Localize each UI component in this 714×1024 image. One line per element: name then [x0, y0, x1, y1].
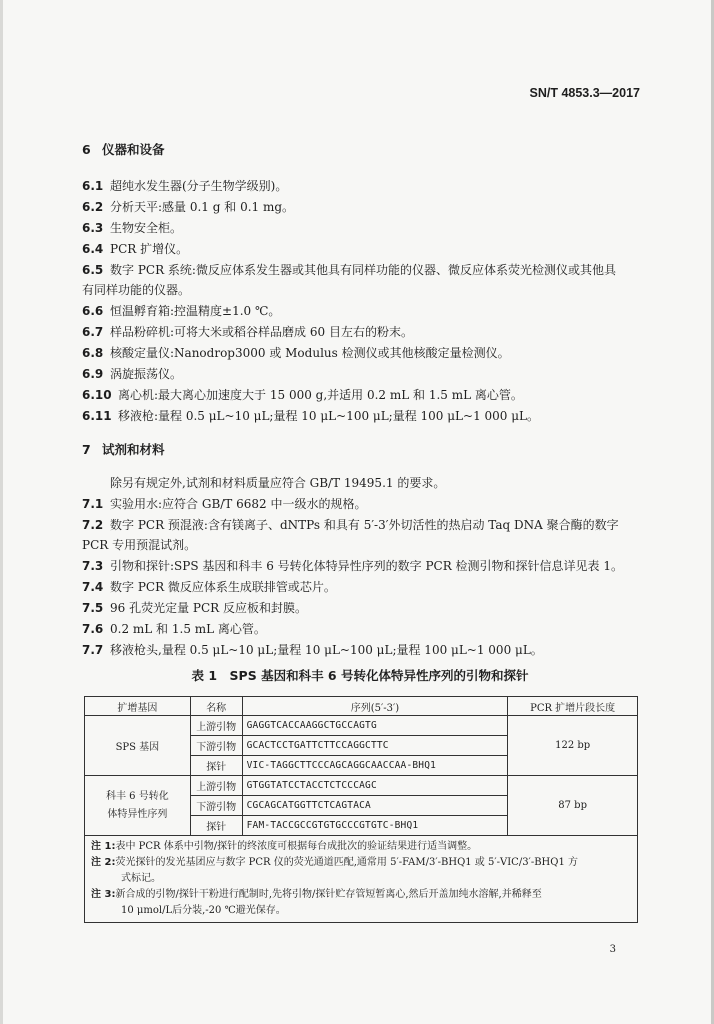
section-7-number: 7: [82, 442, 91, 457]
notes-cell: [85, 836, 638, 923]
primer-sequence: FAM-TACCGCCGTGTGCCCGTGTC-BHQ1: [242, 816, 508, 836]
item-6-10: 6.10 离心机:最大离心加速度大于 15 000 g,并适用 0.2 mL 和 1.5 mL 离心管。: [82, 388, 523, 402]
scan-left-edge: [0, 0, 3, 1024]
item-6-6: 6.6 恒温孵育箱:控温精度±1.0 ℃。: [82, 304, 281, 318]
item-7-7: 7.7 移液枪头,量程 0.5 μL~10 μL;量程 10 μL~100 μL;量程 100 μL~1 000 μL。: [82, 643, 543, 657]
header-gene: 扩增基因: [85, 697, 191, 716]
item-7-6: 7.6 0.2 mL 和 1.5 mL 离心管。: [82, 622, 266, 636]
table-header-row: [85, 697, 638, 716]
section-7-intro: 除另有规定外,试剂和材料质量应符合 GB/T 19495.1 的要求。: [110, 476, 446, 490]
item-6-2: 6.2 分析天平:感量 0.1 g 和 0.1 mg。: [82, 200, 295, 214]
gene-sps: SPS 基因: [85, 716, 191, 776]
primer-sequence: GTGGTATCCTACCTCTCCCAGC: [242, 776, 508, 796]
item-6-4: 6.4 PCR 扩增仪。: [82, 242, 189, 256]
header-name: 名称: [190, 697, 242, 716]
amplicon-length: 122 bp: [508, 716, 638, 776]
note-1: 注 1:表中 PCR 体系中引物/探针的终浓度可根据每台成批次的验证结果进行适当调整。: [91, 841, 478, 852]
table-row: [85, 776, 638, 796]
gene-kefeng6: 科丰 6 号转化 体特异性序列: [85, 776, 191, 836]
item-7-4: 7.4 数字 PCR 微反应体系生成联排管或芯片。: [82, 580, 336, 594]
amplicon-length: 87 bp: [508, 776, 638, 836]
item-6-11: 6.11 移液枪:量程 0.5 μL~10 μL;量程 10 μL~100 μL;量程 100 μL~1 000 μL。: [82, 409, 540, 423]
section-7-heading: [82, 440, 165, 458]
item-7-1: 7.1 实验用水:应符合 GB/T 6682 中一级水的规格。: [82, 497, 367, 511]
primer-sequence: GCACTCCTGATTCTTCCAGGCTTC: [242, 736, 508, 756]
table-notes: [85, 836, 638, 923]
item-6-8: 6.8 核酸定量仪:Nanodrop3000 或 Modulus 检测仪或其他核酸定量检测仪。: [82, 346, 510, 360]
primer-sequence: CGCAGCATGGTTCTCAGTACA: [242, 796, 508, 816]
primer-name: 下游引物: [190, 796, 242, 816]
item-6-1: 6.1 超纯水发生器(分子生物学级别)。: [82, 179, 288, 193]
primer-probe-table: [84, 696, 638, 923]
note-3: 注 3:新合成的引物/探针干粉进行配制时,先将引物/探针贮存管短暂离心,然后开盖加纯水溶解,并稀释至: [91, 889, 542, 900]
item-7-3: 7.3 引物和探针:SPS 基因和科丰 6 号转化体特异性序列的数字 PCR 检测引物和探针信息详见表 1。: [82, 559, 624, 573]
item-7-5: 7.5 96 孔荧光定量 PCR 反应板和封膜。: [82, 601, 308, 615]
note-2: 注 2:荧光探针的发光基团应与数字 PCR 仪的荧光通道匹配,通常用 5′-FAM/3′-BHQ1 或 5′-VIC/3′-BHQ1 方: [91, 857, 579, 868]
section-7-title: 试剂和材料: [102, 442, 165, 457]
primer-name: 下游引物: [190, 736, 242, 756]
section-6-number: 6: [82, 142, 91, 157]
primer-sequence: VIC-TAGGCTTCCCAGCAGGCAACCAA-BHQ1: [242, 756, 508, 776]
primer-name: 探针: [190, 756, 242, 776]
item-6-5: 6.5 数字 PCR 系统:微反应体系发生器或其他具有同样功能的仪器、微反应体系荧光检测仪或其他具 有同样功能的仪器。: [82, 263, 616, 297]
page-number: 3: [609, 944, 616, 955]
note-2-cont: 式标记。: [121, 873, 161, 884]
table-1-caption: 表 1 SPS 基因和科丰 6 号转化体特异性序列的引物和探针: [191, 668, 529, 683]
section-6-heading: [82, 140, 165, 158]
primer-sequence: GAGGTCACCAAGGCTGCCAGTG: [242, 716, 508, 736]
section-6-title: 仪器和设备: [102, 142, 165, 157]
standard-code: SN/T 4853.3—2017: [529, 86, 640, 100]
header-sequence: 序列(5′-3′): [242, 697, 508, 716]
item-7-2: 7.2 数字 PCR 预混液:含有镁离子、dNTPs 和具有 5′-3′外切活性的热启动 Taq DNA 聚合酶的数字 PCR 专用预混试剂。: [82, 518, 619, 552]
item-6-9: 6.9 涡旋振荡仪。: [82, 367, 183, 381]
header-length: PCR 扩增片段长度: [508, 697, 638, 716]
item-6-3: 6.3 生物安全柜。: [82, 221, 183, 235]
table-row: [85, 716, 638, 736]
primer-name: 上游引物: [190, 776, 242, 796]
note-3-cont: 10 μmol/L后分装,-20 ℃避光保存。: [121, 905, 286, 916]
primer-name: 上游引物: [190, 716, 242, 736]
item-6-7: 6.7 样品粉碎机:可将大米或稻谷样品磨成 60 目左右的粉末。: [82, 325, 413, 339]
primer-name: 探针: [190, 816, 242, 836]
